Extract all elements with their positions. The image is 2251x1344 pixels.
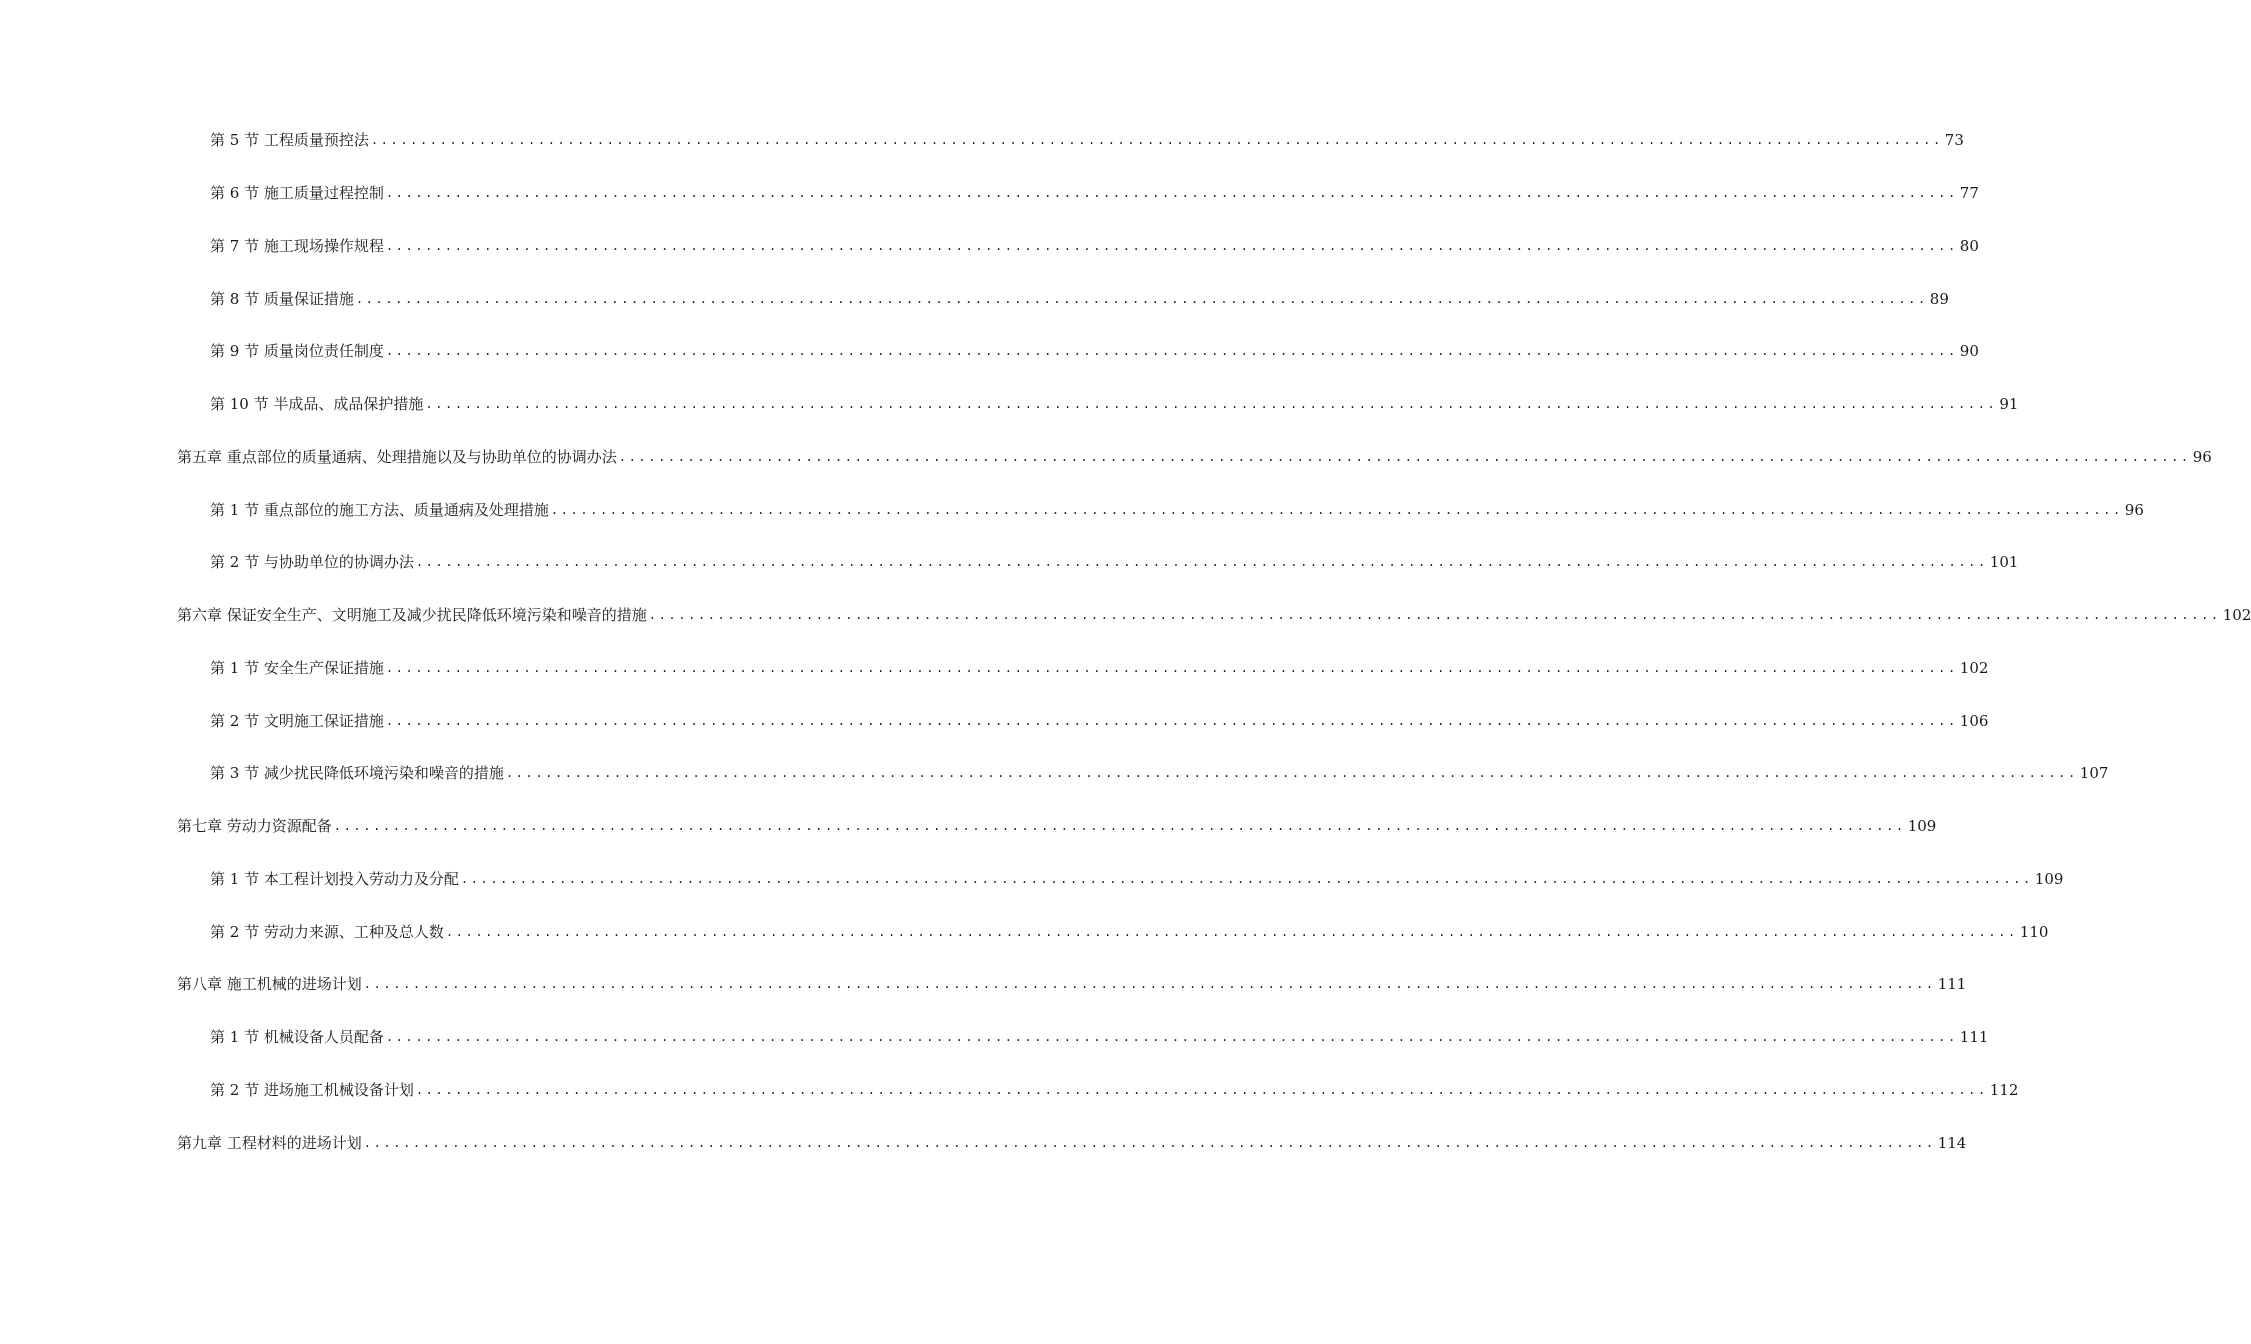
dot-leader: ................................................................................................................................................................ xyxy=(363,1136,1936,1150)
toc-entry-label: 第八章 施工机械的进场计划 xyxy=(177,975,362,993)
dot-leader: ................................................................................................................................................................ xyxy=(385,239,1958,253)
toc-entry-chapter[interactable] xyxy=(177,812,1937,836)
dot-leader: ................................................................................................................................................................ xyxy=(385,661,1958,675)
toc-page-number: 73 xyxy=(1944,131,1964,149)
dot-leader: ................................................................................................................................................................ xyxy=(425,397,1998,411)
dot-leader: ................................................................................................................................................................ xyxy=(363,977,1936,991)
toc-entry-chapter[interactable] xyxy=(177,601,2251,625)
toc-page-number: 101 xyxy=(1989,553,2019,571)
toc-entry-label: 第 2 节 劳动力来源、工种及总人数 xyxy=(210,923,444,941)
toc-page-number: 107 xyxy=(2079,764,2109,782)
toc-entry-section[interactable] xyxy=(210,1023,1989,1047)
toc-entry-section[interactable] xyxy=(210,759,2109,783)
toc-entry-label: 第六章 保证安全生产、文明施工及减少扰民降低环境污染和噪音的措施 xyxy=(177,606,647,624)
toc-entry-label: 第 2 节 进场施工机械设备计划 xyxy=(210,1081,414,1099)
toc-page-number: 102 xyxy=(1959,659,1989,677)
dot-leader: ................................................................................................................................................................ xyxy=(505,766,2078,780)
toc-page-number: 106 xyxy=(1959,712,1989,730)
toc-page-number: 111 xyxy=(1959,1028,1989,1046)
toc-page-number: 109 xyxy=(2034,870,2064,888)
toc-entry-label: 第 8 节 质量保证措施 xyxy=(210,290,354,308)
toc-entry-label: 第 1 节 安全生产保证措施 xyxy=(210,659,384,677)
toc-entry-label: 第 5 节 工程质量预控法 xyxy=(210,131,369,149)
dot-leader: ................................................................................................................................................................ xyxy=(415,555,1988,569)
toc-entry-section[interactable] xyxy=(210,496,2144,520)
toc-entry-label: 第 1 节 重点部位的施工方法、质量通病及处理措施 xyxy=(210,501,549,519)
toc-entry-section[interactable] xyxy=(210,126,1964,150)
dot-leader: ................................................................................................................................................................ xyxy=(415,1083,1988,1097)
toc-page-number: 111 xyxy=(1937,975,1967,993)
toc-page-number: 112 xyxy=(1989,1081,2019,1099)
toc-entry-label: 第 1 节 本工程计划投入劳动力及分配 xyxy=(210,870,459,888)
toc-page-number: 110 xyxy=(2019,923,2049,941)
toc-entry-section[interactable] xyxy=(210,390,2019,414)
toc-page-number: 91 xyxy=(1999,395,2019,413)
dot-leader: ................................................................................................................................................................ xyxy=(355,292,1928,306)
toc-entry-label: 第 6 节 施工质量过程控制 xyxy=(210,184,384,202)
toc-page-number: 80 xyxy=(1959,237,1979,255)
dot-leader: ................................................................................................................................................................ xyxy=(385,1030,1958,1044)
toc-entry-label: 第 1 节 机械设备人员配备 xyxy=(210,1028,384,1046)
toc-page-number: 96 xyxy=(2124,501,2144,519)
dot-leader: ................................................................................................................................................................ xyxy=(550,503,2123,517)
toc-entry-chapter[interactable] xyxy=(177,970,1967,994)
dot-leader: ................................................................................................................................................................ xyxy=(385,186,1958,200)
dot-leader: ................................................................................................................................................................ xyxy=(333,819,1906,833)
toc-entry-section[interactable] xyxy=(210,865,2064,889)
toc-page-number: 114 xyxy=(1937,1134,1967,1152)
dot-leader: ................................................................................................................................................................ xyxy=(385,344,1958,358)
toc-entry-label: 第 3 节 减少扰民降低环境污染和噪音的措施 xyxy=(210,764,504,782)
toc-entry-chapter[interactable] xyxy=(177,443,2212,467)
toc-entry-section[interactable] xyxy=(210,179,1979,203)
toc-page-number: 90 xyxy=(1959,342,1979,360)
toc-entry-section[interactable] xyxy=(210,285,1949,309)
toc-page-number: 109 xyxy=(1907,817,1937,835)
toc-entry-label: 第 2 节 文明施工保证措施 xyxy=(210,712,384,730)
toc-entry-section[interactable] xyxy=(210,707,1989,731)
dot-leader: ................................................................................................................................................................ xyxy=(648,608,2221,622)
toc-entry-section[interactable] xyxy=(210,232,1979,256)
toc-entry-section[interactable] xyxy=(210,654,1989,678)
toc-page-number: 77 xyxy=(1959,184,1979,202)
dot-leader: ................................................................................................................................................................ xyxy=(460,872,2033,886)
dot-leader: ................................................................................................................................................................ xyxy=(445,925,2018,939)
toc-entry-section[interactable] xyxy=(210,337,1979,361)
dot-leader: ................................................................................................................................................................ xyxy=(385,714,1958,728)
toc-entry-chapter[interactable] xyxy=(177,1129,1967,1153)
toc-page-number: 96 xyxy=(2192,448,2212,466)
toc-entry-label: 第 10 节 半成品、成品保护措施 xyxy=(210,395,424,413)
toc-entry-label: 第 9 节 质量岗位责任制度 xyxy=(210,342,384,360)
toc-entry-section[interactable] xyxy=(210,1076,2019,1100)
dot-leader: ................................................................................................................................................................ xyxy=(618,450,2191,464)
toc-entry-label: 第九章 工程材料的进场计划 xyxy=(177,1134,362,1152)
toc-entry-section[interactable] xyxy=(210,918,2049,942)
toc-entry-label: 第七章 劳动力资源配备 xyxy=(177,817,332,835)
toc-page-number: 89 xyxy=(1929,290,1949,308)
dot-leader: ................................................................................................................................................................ xyxy=(370,133,1943,147)
toc-entry-label: 第五章 重点部位的质量通病、处理措施以及与协助单位的协调办法 xyxy=(177,448,617,466)
toc-entry-label: 第 2 节 与协助单位的协调办法 xyxy=(210,553,414,571)
toc-page-number: 102 xyxy=(2222,606,2251,624)
toc-entry-label: 第 7 节 施工现场操作规程 xyxy=(210,237,384,255)
toc-entry-section[interactable] xyxy=(210,548,2019,572)
